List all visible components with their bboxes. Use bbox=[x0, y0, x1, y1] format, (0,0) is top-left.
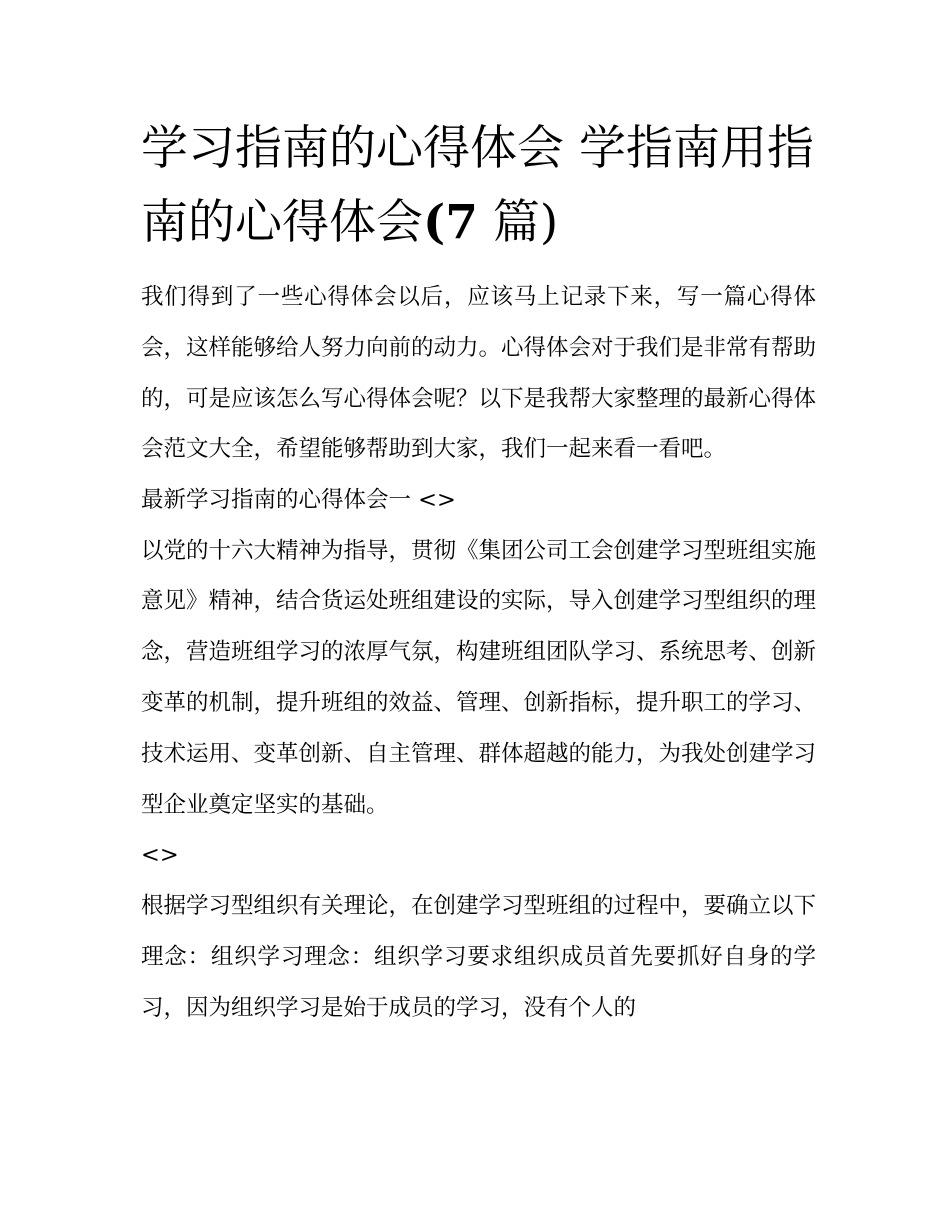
document-title-suffix: 篇) bbox=[477, 195, 559, 250]
section-heading: 最新学习指南的心得体会一 <> bbox=[141, 487, 456, 514]
intro-paragraph: 我们得到了一些心得体会以后，应该马上记录下来，写一篇心得体会，这样能够给人努力向前的动力。心得体会对于我们是非常有帮助的，可是应该怎么写心得体会呢？以下是我帮大家整理的最新心得体会范文大全，希望能够帮助到大家，我们一起来看一看吧。 bbox=[141, 284, 817, 463]
body-paragraph: 根据学习型组织有关理论，在创建学习型班组的过程中，要确立以下理念：组织学习理念：组织学习要求组织成员首先要抓好自身的学习，因为组织学习是始于成员的学习，没有个人的 bbox=[141, 892, 817, 1021]
document-title-count: (7 bbox=[423, 195, 478, 250]
document-title bbox=[141, 112, 816, 260]
body-paragraph: 以党的十六大精神为指导，贯彻《集团公司工会创建学习型班组实施意见》精神，结合货运处班组建设的实际，导入创建学习型组织的理念，营造班组学习的浓厚气氛，构建班组团队学习、系统思考、创新变革的机制，提升班组的效益、管理、创新指标，提升职工的学习、技术运用、变革创新、自主管理、群体超越的能力，为我处创建学习型企业奠定坚实的基础。 bbox=[141, 537, 817, 818]
document-title-main: 学习指南的心得体会 学指南用指南的心得体会 bbox=[141, 121, 814, 250]
document-body bbox=[141, 112, 816, 1033]
placeholder-line: <> bbox=[141, 842, 179, 869]
